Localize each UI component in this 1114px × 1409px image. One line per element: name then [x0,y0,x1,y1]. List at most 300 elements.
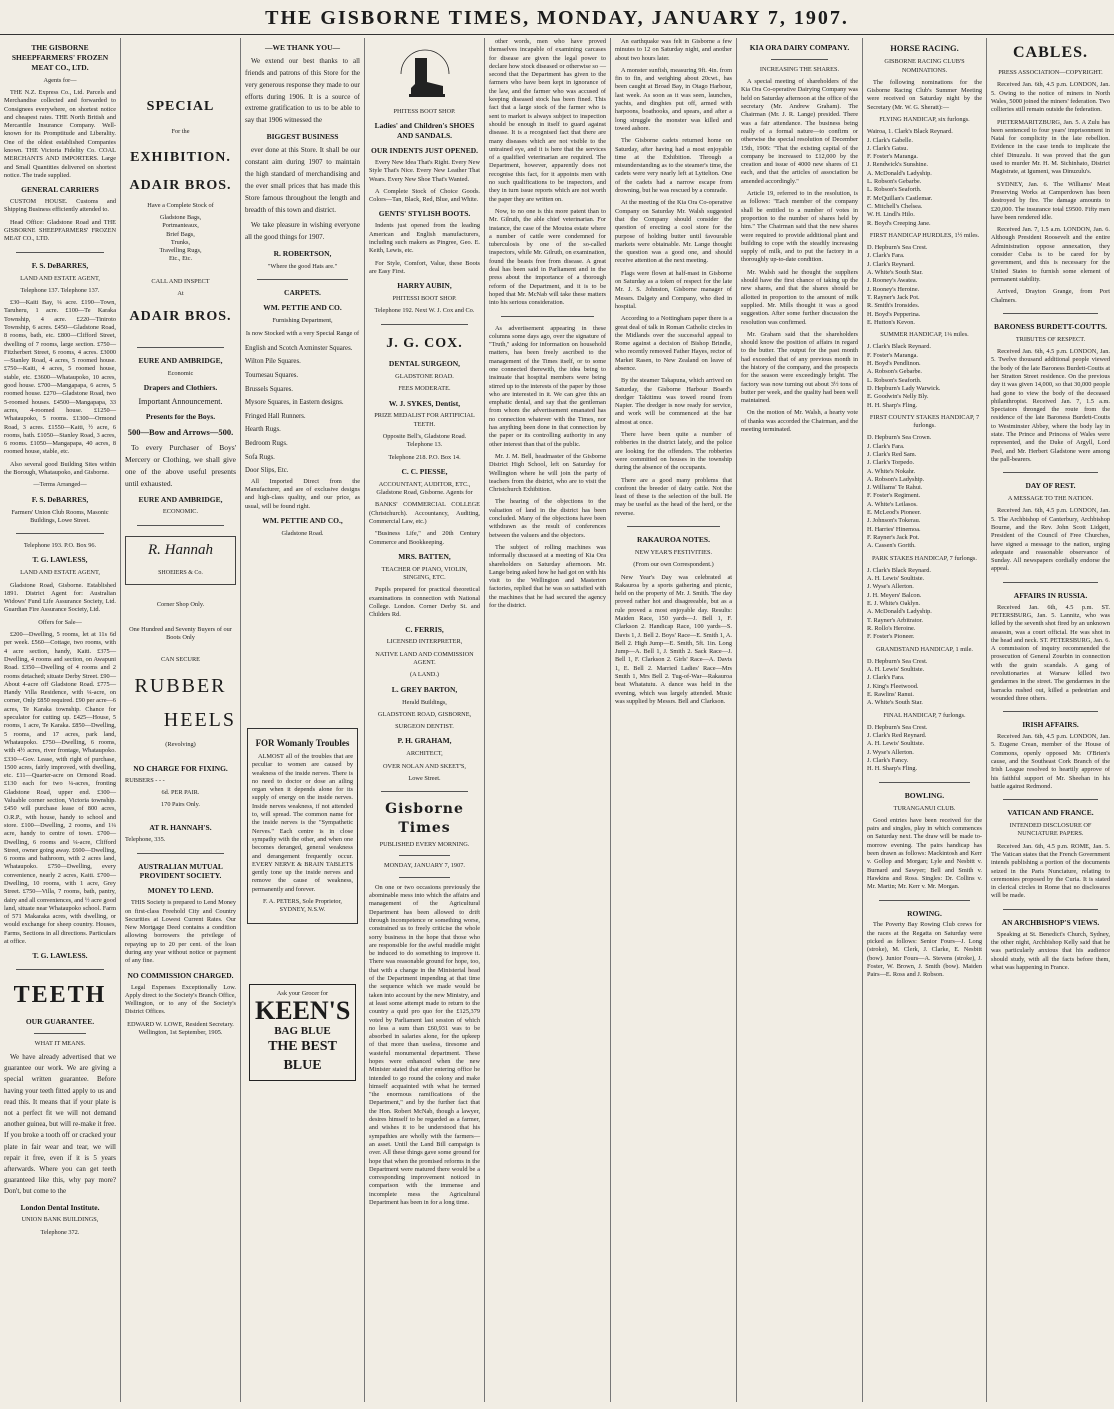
divider [137,347,224,348]
nomination-entry: J. Clark's Reynard. [867,260,915,268]
sykes-prize: PRIZE MEDALIST FOR ARTIFICIAL TEETH. [374,412,475,428]
corner-shop: Corner Shop Only. [156,601,205,609]
institute-telephone: Telephone 372. [40,1228,80,1236]
nomination-entry: J. Clark's Torpedo. [867,459,915,467]
hannah-logo [125,536,236,586]
article-text-2: Now, to no one is this more patent than to Mr. Gilruth, the able chief veterinarian. For instance, the case of the Moutoa estate where a number of cattle were condemned for tuberculosis by one of the so-called inspectors, while Mr. Gilruth, on examination, found the beasts free from disease. A great deal has been said in Parliament and in the press about the importance of a thorough reform of the Department, and it is to be hoped that Mr. McNab will take these matters into his serious consideration. [489,207,606,307]
mr-bell-text: Mr. J. M. Bell, headmaster of the Gisborne District High School, left on Saturday for Wellington where he will join the party of teachers from the district, who are to visit the Christchurch Exhibition. [489,452,606,494]
aubin-name: HARRY AUBIN, [397,281,452,291]
ferris-late: (A LAND.) [409,671,440,679]
nomination-entry: J. Clark's Gatsu. [867,144,909,152]
head-office-text: Head Office: Gladstone Road and THE GISBORNE SHEEPFARMERS' FROZEN MEAT CO., LTD. [4,218,116,243]
divider [137,525,224,526]
kia-ora-text-5: On the motion of Mr. Walsh, a hearty vote of thanks was accorded the Chairman, and the meeting terminated. [741,409,858,434]
nomination-entry: R. Rollo's Heroine. [867,624,916,632]
divider [137,853,224,854]
nomination-entry: E. J. White's Oaklyn. [867,600,921,608]
divider [381,791,468,792]
carpet-item: Brussels Squares. [245,385,293,393]
nomination-entry: F. Foster's Maranga. [867,351,918,359]
nomination-entry: A. H. Lewis' Soultiste. [867,740,925,748]
carpet-item: English and Scotch Axminster Squares. [245,344,353,352]
subject-text: The subject of rolling machines was informally discussed at a meeting of Kia Ora shareholders on Saturday afternoon. Mr. Lange being asked how he had got on with his visit to the Wellington and Masterton factories, replied that he was so satisfied with the machines that he had secured the agency for the district. [489,543,606,609]
ferris-name: C. FERRIS, [405,624,444,634]
column-4 [364,38,484,1402]
can-secure: CAN SECURE [160,656,200,664]
debarres-listings: £30—Kaiti Bay, ¼ acre. £190—Town, Taruheru, 1 acre. £100—Te Karaka Township, 4 acre. £220—Tiniroto Township, 6 acres. £450—Gladstone Road, 8 rooms, bath, etc. £800—Clifford Street, dwelling of 7 rooms, large section. £750—Fitzherbert Street, 6 rooms, 4 acres. £3000—Stanley Road, 4 acres, 5 roomed house. £750—Kaiti, 4 acres, 5 roomed house, stable, etc. £3600—Whataupoko, 10 acres, good house. £700—Mangapapa, 6 acres, 5 roomed house. £270—Gladstone Road, two 5-roomed houses. £4500—Mangapapa, 33 acres, 4-roomed house. £1250—Whataupoko, 5 rooms. £1300—Ormond Road, 3 acres. £1550—Kaiti, ½ acre, 6 rooms, bath. £1050—Stanley Road, 3 acres, 6 rooms. £1050—Mangapapa, 40 acres, 8 roomed house, stable, etc. [4,299,116,456]
lawless-listings: £200—Dwelling, 5 rooms, let at 11s 6d per week. £560—Cottage, two rooms, with 4 acre section, handy, Kaiti. £375—Dwelling, 4 rooms and section, on Awapuni Road. £350—Dwelling of 4 rooms and 2 rooms detached; situate Derby Street. £90—About 4-acre off Gladstone Road. £775—Handy Villa Residence, with ¼-acre, on corner, Only £850 required. £90 per acre—6 acres, Te Karaka township. Chance for speculator for cutting up. £425—House, 5 rooms, 1 acre, Te Karaka. £850—Dwelling, 5 rooms, and 17 acres, park land, Whataupoko. £750—Dwelling, 6 rooms, with 4½ acres, river frontage, Whataupoko. £330—Gov. Lease, with right of purchase, 1500 acres, fairly improved, with dwelling, etc. £11—Quarter-acre on Ormond Road. £130 each for two ¼-acres, fronting Gladstone Road, upper end. £300—Valuable corner section, Victoria township. £450 will purchase lease of 800 acres, O.R.P., with house, handy to school and store. £100—Dwelling, 2 rooms, and 1¼ acre, handy to centre of town. £700—Dwelling, 6 rooms and ¼-acre, Clifford Street, owner going away. £600—Dwelling, 6 rooms and bathroom, with 2 acres land, Whataupoko. £750—Dwelling, every convenience, nearly 2 acres, Kaiti. £700—Dwelling, 10 rooms, with 1 acre, Grey Street. £750—Villa, 7 rooms, bath, pantry, dairy and all conveniences, and ½ acre good land, situate near Whataupoko school. Farm of 571 Makaraka acres, with dwelling, or would exchange for sheep country. Houses, Farms, Sections in all directions. Particulars at office. [4,631,117,946]
carpet-item: Fringed Hall Runners. [245,412,306,420]
bowling-text: Good entries have been received for the pairs and singles, play in which commences on Saturday next. The draw will be made to-morrow evening. The pairs handicap has been drawn as follows: Mackintosh and Kerr v. Gollop and Morgan; Lyle and Nesbitt v. Burnard and Sawyer; Bell and Smith v. Hawkins and Ross. Singles: Dr. Collins v. Mr. Martin; Mr. Kerr v. Mr. Morgan. [867,816,982,891]
nomination-entry: A. McDonald's Ladyship. [867,608,932,616]
published-every-morning: PUBLISHED EVERY MORNING. [379,841,470,849]
horse-intro: The following nominations for the Gisborne Racing Club's Summer Meeting were received on Saturday night by the Secretary (Mr. W. G. Sheratt):— [867,78,982,111]
kia-ora-text-4: Mr. Graham said that the shareholders should know the position of affairs in regard to the butter. The output for the past month had exceeded that of any previous month in the history of the company, and the prospects for the season were exceedingly bright. The factory was now turning out about 3½ tons of butter per week, and the quality had been well maintained. [741,330,858,405]
earthquake-text: An earthquake was felt in Gisborne a few minutes to 12 on Saturday night, and another about two hours later. [615,38,732,62]
divider [1003,313,1098,314]
pettie-name: WM. PETTIE AND CO. [263,303,342,313]
at-hannahs: AT R. HANNAH'S. [149,823,212,833]
nomination-entry: J. Rendwick's Sunshine. [867,161,928,169]
carpet-list [245,342,360,478]
divider [257,279,348,280]
russia-text: Received Jan. 6th, 4.5 p.m. ST. PETERSBURG, Jan. 5. Lannitz, who was killed by the seventh shot fired by an unknown assassin, was a court official. He was shot in the head and neck. ST. PETERSBURG, Jan. 6. A commission of inquiry recommended the prosecution of General Zourbin in connection with the grain scandals. A gang of revolutionaries at Warsaw killed two gendarmes in the street. The gendarmes in the barracks rushed out, killed a pedestrian and wounded three others. [991,603,1110,702]
stock-intro: Have a Complete Stock of [147,201,214,209]
at: At [177,290,184,298]
rakauroa-text: New Year's Day was celebrated at Rakauroa by a sports gathering and picnic, held on the property of Mr. J. Smith. The day proved rather hot and disagreeable, but as a rule proved a most enjoyable day. Results: Maiden Race, 150 yards—J. Bell 1, F. Clarkson 2. Handicap Race, 100 yards—S. Davis 1, J. Bell 2. Boys' Race—E. Smith 1, A. Bell 2. High Jump—E. Smith, 5ft. 1in. Long Jump—A. Bell 1, J. Smith 2. Sack Race—J. Bell 1, F. Clarkson 2. Girls' Race—A. Davis 1, E. Bell 2. Married Ladies' Race—Mrs Smith 1, Mrs Bell 2. Tug-of-War—Rakauroa beat Whatatutu. A dance was held in the evening, which was largely attended. Music was supplied by Messrs. Bell and Clarkson. [615,573,732,705]
grandstand-list [867,658,982,708]
boot-icon [393,44,457,104]
the-best-blue: THE BEST BLUE [268,1039,337,1073]
carpet-item: Sofa Rugs. [245,453,275,461]
keens-ad [249,984,356,1082]
hearing-text: The hearing of the objections to the valuation of land in the district has been concluded. Many of the objections have been withdrawn as the result of conferences between the valuers and the objectors. [489,498,606,539]
pairs-only: 170 Pairs Only. [161,801,200,809]
aubin-telephone: Telephone 192. Next W. J. Cox and Co. [374,307,475,315]
boot-caption: PHITESS BOOT SHOP. [393,108,456,115]
flying-handicap: FLYING HANDICAP, six furlongs. [879,116,970,123]
message-to-nation: A MESSAGE TO THE NATION. [1007,495,1094,503]
nomination-entry: D. Hepburn's Lady Warwick. [867,384,941,392]
divider [16,969,104,970]
nomination-entry: H. Boyd's Pepperina. [867,310,921,318]
first-county-stakes: FIRST COUNTY STAKES HANDICAP, 7 furlongs. [869,413,980,430]
hannah-telephone: Telephone, 335. [125,836,166,844]
rowing-text: The Poverty Bay Rowing Club crews for the races at the Regatta on Saturday were picked as follows: Senior Fours—J. Long (stroke), M. Clerk, J. Clarke, E. Nesbitt (bow). Junior Fours—A. Stevens (stroke), J. Foster, W. Brown, J. Smith (bow). Maiden Pairs—E. Ross and J. Robson. [867,921,982,979]
nomination-entry: F. Foster's Pioneer. [867,633,915,641]
bowling-heading: BOWLING. [904,790,945,800]
nomination-entry: E. Hutton's Kevon. [867,318,916,326]
burdett-heading: BARONESS BURDETT-COUTTS. [993,321,1108,331]
first-class-list [867,434,982,550]
rowing-heading: ROWING. [907,908,942,918]
lawless-address: Gladstone Road, Gisborne. Established 1891. District Agent for: Australian Widows' Fund Life Assurance Society, Ltd. Guardian Fire Assurance Society, Ltd. [4,581,116,614]
carpet-item: Tournesau Squares. [245,372,299,379]
rubbers-label: RUBBERS - - - [125,776,165,784]
debarres-name: F. S. DeBARRES, [31,260,89,270]
herald-address: GLADSTONE ROAD, GISBORNE, [377,710,472,718]
takapuna-text: By the steamer Takapuna, which arrived on Saturday, the Gisborne Harbour Board's dredger Takitimu was towed round from Napier. The dredger is now ready for service, and work will be commenced at the bar almost at once. [615,377,732,426]
revolving: (Revolving) [165,741,196,749]
important: Important Announcement. [138,396,223,406]
lawless-phone: Telephone 193. P.O. Box 96. [23,542,97,550]
nomination-entry: J. Clark's Fancy. [867,757,909,765]
nomination-entry: A. Robson's Ladyship. [867,475,925,483]
nomination-entry: J. Clark's Fara. [867,674,905,682]
cox-address: GLADSTONE ROAD. [395,372,454,380]
carriers-heading: GENERAL CARRIERS [21,185,99,195]
vatican-heading: VATICAN AND FRANCE. [1007,808,1094,818]
final-handicap: FINAL HANDICAP, 7 furlongs. [883,711,966,719]
teeth-means: WHAT IT MEANS. [34,1039,86,1047]
now-stocked: Is now Stocked with a very Special Range of [245,329,360,337]
sheepfarmers-title: THE GISBORNE SHEEPFARMERS' FROZEN MEAT CO., LTD. [11,43,109,72]
lawless-offers: Offers for Sale— [38,618,82,626]
eure-ambridge: EURE AND AMBRIDGE, [138,355,223,365]
adair-bros-heading: ADAIR BROS. [129,178,232,194]
column-8 [862,38,986,1402]
nomination-entry: W. H. Lindl's Hilo. [867,211,915,219]
economic: Economic [167,369,194,377]
russia-heading: AFFAIRS IN RUSSIA. [1013,590,1088,600]
nomination-entry: J. Clark's Black Reynard. [867,566,931,574]
drapers: Drapers and Clothiers. [143,383,218,393]
nomination-entry: L. Robson's Gebarbe. [867,178,922,186]
stock-item: Etc., Etc. [168,255,193,263]
herald-buildings: Herald Buildings, [402,698,447,706]
womanly-agent: F. A. PETERS, Sole Proprietor, SYDNEY, N.S.W. [262,898,342,914]
fees-moderate: FEES MODERATE. [398,385,451,393]
nomination-entry: R. Smith's Ironsides. [867,302,920,310]
exhibition-heading: EXHIBITION. [130,149,231,165]
nomination-entry: J. Rooney's Awatea. [867,277,918,285]
nomination-entry: A. Robson's Gebarbe. [867,368,922,376]
ferris-licensed: LICENSED INTERPRETER, [386,638,463,646]
pleasure-text: We take pleasure in wishing everyone all the good things for 1907. [245,221,360,242]
nomination-entry: J. Wyse's Allerton. [867,583,914,591]
nomination-entry: H. Harries' Hinemoa. [867,525,921,533]
column-5 [484,38,610,1402]
indents-opened: OUR INDENTS JUST OPENED. [371,146,478,156]
vatican-text: Received Jan. 6th, 4.5 p.m. ROME, Jan. 5. The Vatican states that the French Government intends publishing a portion of the documents seized in the Paris Nunciature, relating to ceremonies proposed by the Curia. It is stated in clerical circles in Rome that no disclosures will be made. [991,842,1110,900]
nomination-entry: J. Wyse's Allerton. [867,748,914,756]
hannah-sub: SHOEIERS & Co. [158,569,203,576]
call-inspect: CALL AND INSPECT [151,277,210,285]
amp-title: AUSTRALIAN MUTUAL PROVIDENT SOCIETY. [138,861,223,881]
purchasers-text: To every Purchaser of Boys' Mercery or Clothing, we shall give one of the above useful presents until exhausted. [125,442,236,488]
masthead-title: THE GISBORNE TIMES, MONDAY, JANUARY 7, 1907. [265,7,849,29]
horse-racing-heading: HORSE RACING. [890,43,959,53]
lawless-name: T. G. LAWLESS, [32,555,88,565]
customs-text: CUSTOM HOUSE. Customs and Shipping Business efficiently attended to. [4,198,116,214]
stock-item: Gladstone Bags, [159,214,202,221]
graham-architect: ARCHITECT, [406,750,443,758]
nomination-entry: F. Foster's Regiment. [867,492,921,500]
nomination-entry: D. Hepburn's Sea Crest. [867,723,928,731]
carpet-item: Hearth Rugs. [245,426,281,434]
adair-bros-heading-2: ADAIR BROS. [129,309,232,325]
thank-text-2: ever done at this Store. It shall be our constant aim during 1907 to maintain the high standard of merchandising and the ever small prices that has made this Store famous throughout the length and breadth of this town and district. [245,146,360,214]
kia-ora-text-1: A special meeting of shareholders of the Kia Ora Co-operative Dairying Company was held on Saturday afternoon at the office of the secretary (Mr. Andrew Graham). The Chairman (Mr. J. R. Lange) presided. There was a fair attendance. The business being really of a formal nature—to confirm or otherwise the special resolution of December 15th, 1906: "That the existing capital of the company be increased to £12,000 by the creation and issue of 4000 new shares of £1 each, and that the articles of association be amended accordingly." [741,78,858,185]
editorial-date: MONDAY, JANUARY 7, 1907. [384,862,465,870]
column-6 [610,38,736,1402]
nomination-entry: J. Clark's Fara. [867,442,905,450]
amp-text: THIS Society is prepared to Lend Money on first-class Freehold City and Country Securities at Lowest Current Rates. Our New Mortgage Deed contains a condition allowing borrowers the privilege of repaying up to 20 per cent. of the loan during any year without notice or payment of any fine. [125,899,236,965]
banks-college: BANKS' COMMERCIAL COLLEGE (Christchurch). Accountancy, Auditing, Commercial Law, etc.) [369,501,480,526]
amp-sign: EDWARD W. LOWE, Resident Secretary. Wellington, 1st September, 1905. [127,1020,234,1037]
nomination-entry: J. Johnson's Tokerau. [867,517,921,525]
stock-item: Travelling Rugs, [159,247,202,255]
pettie-address: Gladstone Road. [281,529,324,537]
divider [501,316,594,317]
divider [771,59,828,60]
divider [34,1033,86,1034]
kia-ora-text-3: Mr. Walsh said he thought the suppliers should have the first chance of taking up the new shares, and that the shares should be allotted in proportion to the amount of milk supplied. Mr. Mills thought it was a good suggestion. After some further discussion the resolution was confirmed. [741,268,858,326]
dental-surgeon: DENTAL SURGEON, [388,359,461,369]
article-text-1: other words, men who have proved themselves incapable of examining carcases for disease are given the legal power to declare how stock diseased or otherwise so — second that the Department has given to the farmers who have been kept in ignorance of the law, and the farmer who was accused of keeping diseased stock has been fined. This fact that a large stock of the farmer who is sent to market is always subject to inspection should be enough in itself to guard against disease. It is a recognised fact that there are many diseases which are not visible to the untrained eye, and it is here that the services of a qualified veterinarian are required. The Department, however, apparently does not recognise this fact, for it appoints men with no such qualifications to be inspectors, and they in turn issue reports which are not worth the paper they are written on. [489,38,606,203]
indents-text: Indents just opened from the leading American and English manufacturers, including such makers as Pingree, Geo. E. Keith, Lewis, etc. [369,222,480,255]
increasing-shares: INCREASING THE SHARES. [759,65,840,73]
nomination-entry: J. H. Meyers' Balcon. [867,591,922,599]
first-list [867,244,982,327]
summer-handicap: SUMMER HANDICAP, 1¼ miles. [880,331,969,339]
keens-asker: Ask your Grocer for [276,989,329,997]
nottingham-text: According to a Nottingham paper there is a great deal of talk in Roman Catholic circles in the Midlands over the successful appeal to Rome against a decision of Bishop Brindle, who recently removed Father Hayes, rector of Market Rasen, to New Zealand on leave of absence. [615,315,732,372]
debarres-terms: —Terms Arranged— [33,481,87,489]
flags-text: Flags were flown at half-mast in Gisborne on Saturday as a token of respect for the late Mr. J. S. Johnston, Gisborne manager of Messrs. Dalgety and Company, who died in hospital. [615,269,732,310]
nomination-entry: J. Clark's Red Reynard. [867,732,927,740]
divider [381,324,468,325]
robertson-name: R. ROBERTSON, [273,249,332,259]
lawless-sign: T. G. LAWLESS. [32,951,88,961]
column-1 [0,38,120,1402]
nomination-entry: T. Rayner's Jack Pot. [867,293,920,301]
nomination-entry: R. Boyd's Creeping Jane. [867,219,931,227]
teeth-guarantee: OUR GUARANTEE. [25,1016,95,1026]
divider [399,877,450,878]
nomination-entry: D. Hepburn's Sea Crest. [867,244,928,252]
debarres-office: Farmers' Union Club Rooms, Masonic Buildings, Lowe Street. [11,508,109,524]
column-7 [736,38,862,1402]
debarres-name-2: F. S. DeBARRES, [31,494,89,504]
graham-name: P. H. GRAHAM, [397,736,452,746]
debarres-also: Also several good Building Sites within the Borough, Whataupoko, and Gisborne. [4,460,116,477]
message-text: Received Jan. 6th, 4.5 p.m. LONDON, Jan. 5. The Archbishop of Canterbury, Archbishop Bourne, and the Rev. John Scott Lidgett, President of the Council of Free Churches, have signed a message to the nation, urging adequate and reasonable observance of Sunday. All newspapers cordially endorse the appeal. [991,507,1110,573]
new-year-festivities: NEW YEAR'S FESTIVITIES. [634,548,713,556]
womanly-heading: FOR Womanly Troubles [255,738,350,749]
nomination-entry: H. H. Sharp's Fling. [867,401,918,409]
batten-name: MRS. BATTEN, [398,551,451,561]
womanly-troubles-ad [247,728,358,924]
cable-5: Arrived, Drayton Grange, from Port Chalmers. [991,288,1110,304]
surgeon-dentist: SURGEON DENTIST. [395,723,454,731]
agents-text: THE N.Z. Express Co., Ltd. Parcels and Merchandise collected and forwarded to Consignees everywhere, on shortest notice and cheapest rates. THE North British and Mercantile Insurance Company. Well-known for its Promptitude and Liberality. One of the oldest established Companies known. THE Victoria Fidelity Co. COAL MERCHANTS AND IMPORTERS. Large and Small Quantities delivered on shortest notice. The trade supplied. [4,88,116,179]
nomination-entry: L. Robson's Seaforth. [867,186,922,194]
nomination-entry: D. Hepburn's Sea Crest. [867,657,928,665]
biggest-business: BIGGEST BUSINESS [266,132,339,142]
nomination-entry: F. Rayner's Jack Pot. [867,533,920,541]
nomination-entry: A. White's South Star. [867,269,923,277]
nunciature-heading: INTENDED DISCLOSURE OF NUNCIATURE PAPERS. [1009,822,1092,838]
cable-3: SYDNEY, Jan. 6. The Williams' Meat Preserving Works at Camperdown has been destroyed by fire. The damage amounts to £20,000. The insurance total £9500. Fifty men have been rendered idle. [991,180,1110,221]
kia-ora-text-2: Article 19, referred to in the resolution, is as follows: "Each member of the company shall be entitled to a number of votes in proportion to the number of shares held by him." The Chairman said that the new shares were required to provide additional plant and building to cope with the steadily increasing supply of milk, and to put the factory in a thoroughly up-to-date condition. [741,190,858,264]
carpet-item: Bedroom Rugs. [245,439,288,447]
archbishop-text: Speaking at St. Benedict's Church, Sydney, the other night, Archbishop Kelly said that he was particularly anxious that his audience should study, with all the facts before them, what was happening in France. [991,930,1110,971]
divider [16,252,104,253]
nomination-entry: A. White's Nokahr. [867,467,916,475]
nomination-entry: J. King's Fleetwood. [867,682,919,690]
sykes-address: Opposite Bell's, Gladstone Road. Telephone 13. [382,433,467,449]
first-hurdles: FIRST HANDICAP HURDLES, 1½ miles. [869,231,980,239]
nomination-entry: C. Mitchell's Chelsea. [867,202,923,210]
furnishing-dept: Furnishing Department, [272,317,333,325]
nomination-entry: J. Clark's Black Reynard. [867,343,931,351]
nomination-entry: A. H. Lewis' Soultiste. [867,666,925,674]
amp-text-2: Legal Expenses Exceptionally Low. Apply direct to the Society's Branch Office, Wellington, or to any of the Society's District Offices. [125,983,236,1016]
union-bank-buildings: UNION BANK BUILDINGS, [21,1216,99,1224]
ladies-shoes: Ladies' and Children's SHOES AND SANDALS. [374,121,475,141]
rubber-heading: RUBBER [134,674,227,697]
cox-name: J. G. COX. [386,335,463,351]
bow-arrows: 500—Bow and Arrows—500. [127,427,234,438]
ferris-native: NATIVE LAND AND COMMISSION AGENT. [375,650,474,667]
carpet-item: Wilton Pile Squares. [245,358,301,366]
gisborne-times-nameplate: Gisborne Times [385,801,464,836]
own-correspondent: (From our own Correspondent.) [633,561,714,569]
stock-item: Brief Bags, [166,230,195,238]
summer-list [867,343,982,409]
cable-1: Received Jan. 6th, 4.5 p.m. LONDON, Jan. 5. Owing to the notice of miners in North Wales, 5000 joined the miners' federation. Two collieries still remain outside the federation. [991,81,1110,114]
nomination-entry: H. H. Sharp's Fling. [867,765,918,773]
nomination-entry: D. Hepburn's Sea Crown. [867,434,932,442]
nomination-entry: A. Cassen's Gorith. [867,542,916,550]
irish-text: Received Jan. 6th, 4.5 p.m. LONDON, Jan. 5. Eugene Crean, member of the House of Commons, openly opposed Mr. O'Brien's cause, and the Southeast Cork Branch of the Irish League resolved to heartily approve of his faithful support of Mr. Sheehan in his battle against Redmond. [991,733,1110,790]
womanly-text: ALMOST all of the troubles that are peculiar to women are caused by weakness of the inside nerves. There is no need to doctor or dose an ailing organ when it depends alone for its supply of energy on the inside nerves. Inside nerves weakness, if not attended to, will spread. The common name for the inside nerves is the "Sympathetic Nerves." Each centre is in close sympathy with the other, and when one becomes deranged, general weakness and derangement frequently occur. EVERY NERVE & BRAIN TABLETS gently tone up the inside nerves and remove the cause of weakness, permanently and forever. [252,753,353,893]
money-to-lend: MONEY TO LEND. [147,886,214,896]
flying-list [867,128,982,228]
carpet-item: Door Slips, Etc. [245,467,289,475]
sykes-name: W. J. SYKES, Dentist, [388,398,461,408]
presents: Presents for the Boys. [145,412,216,422]
day-of-rest: DAY OF REST. [1025,481,1076,491]
economic-2: ECONOMIC. [162,508,199,516]
cables-heading: CABLES. [1012,44,1089,61]
tributes-heading: TRIBUTES OF RESPECT. [1015,335,1086,343]
cable-2: PIETERMARITZBURG, Jan. 5. A Zulu has been sentenced to four years' imprisonment in Natal for complicity in the late rebellion. Evidence in the case tends to implicate the chief Dinuzulu. It was proved that the gun used to murder Mr. H. M. Sichinhato, District Magistrate, at Igumeni, was Dinuzulu's. [991,118,1110,176]
barton-name: L. GREY BARTON, [391,684,458,694]
nomination-entry: A. White's Leilasos. [867,500,918,508]
special-heading: SPECIAL [146,99,215,114]
nomination-entry: E. McLeod's Pioneer. [867,509,921,517]
thank-text: We extend our best thanks to all friends and patrons of this Store for the very generous response they made to our efforts during 1906. It is a source of extreme gratification to us to be able to say that 1906 witnessed the [245,56,360,125]
racing-club-heading: GISBORNE RACING CLUB'S NOMINATIONS. [884,58,965,74]
piesse-name: C. C. PIESSE, [401,466,448,476]
debarres-phones: Telephone 137. Telephone 137. [20,286,100,294]
rakauroa-notes: RAKAUROA NOTES. [637,535,710,545]
nomination-entry: F. Foster's Maranga. [867,153,918,161]
nomination-entry: J. Williams' Te Rahui. [867,484,923,492]
stock-list [125,214,236,264]
no-commission: NO COMMISSION CHARGED. [127,970,234,980]
teeth-title: TEETH [13,982,107,1009]
nomination-entry: J. Clark's Red Sam. [867,450,917,458]
divider [1003,582,1098,583]
cadets-text: The Gisborne cadets returned home on Saturday, after having had a most enjoyable time at the Exhibition. Through a misunderstanding as to the steamer's time, the cadets were very nearly left at Lyttelton. One of the cadets had a narrow escape from drowning, but he was rescued by a comrade. [615,137,732,195]
park-list [867,567,982,642]
nomination-entry: J. Rooney's Heroine. [867,285,920,293]
kia-ora-meeting-text: At the meeting of the Kia Ora Co-operative Company on Saturday Mr. Walsh suggested that the Company should consider the question of erecting a cool store for the purpose of holding butter until favourable markets were obtainable. Mr. Lange thought the question was a good one, and should receive attention at the next meeting. [615,199,732,265]
divider [1003,799,1098,800]
hannah-name: R. Hannah [148,541,213,558]
keens-name: KEEN'S [255,995,351,1025]
final-list [867,724,982,774]
thank-you-heading: —WE THANK YOU— [264,43,340,52]
press-association: PRESS ASSOCIATION—COPYRIGHT. [998,69,1103,77]
nomination-entry: A. H. Lewis' Soultiste. [867,575,925,583]
stock-item: Trunks, [170,238,191,246]
nomination-entry: J. Clark's Fara. [867,252,905,260]
column-2 [120,38,240,1402]
nomination-entry: L. Robson's Seaforth. [867,376,922,384]
style-text: For Style, Comfort, Value, these Boots are Easy First. [369,259,480,275]
masthead [0,0,1114,35]
divider [627,526,720,527]
divider [399,855,450,856]
per-pair: 6d. PER PAIR. [161,788,200,796]
nomination-entry: E. Rawlins' Ranui. [867,691,914,698]
nomination-entry: A. White's South Star. [867,699,923,707]
debarres-role: LAND AND ESTATE AGENT, [20,274,100,282]
stock-item: Portmanteaux, [162,222,199,230]
park-stakes: PARK STAKES HANDICAP, 7 furlongs. [872,554,977,562]
nomination-entry: H. Boyd's Pendlinon. [867,360,921,368]
divider [1003,472,1098,473]
gents-boots: GENTS' STYLISH BOOTS. [378,209,471,219]
imported-text: All Imported Direct from the Manufacturer, and are of exclusive designs and high-class quality, and our price, as usual, will be found right. [245,477,360,510]
no-charge: NO CHARGE FOR FIXING. [133,763,228,773]
irish-heading: IRISH AFFAIRS. [1022,720,1079,730]
nomination-entry: T. Rayner's Arbitrator. [867,616,923,624]
divider [1003,711,1098,712]
london-dental-institute: London Dental Institute. [20,1202,100,1212]
nomination-entry: E. Goodwin's Nelly Bly. [867,393,929,401]
lawless-role: LAND AND ESTATE AGENT, [20,569,100,577]
for-the: For the [171,128,190,136]
column-3 [240,38,364,1402]
column-9 [986,38,1114,1402]
sykes-telephone: Telephone 218. P.O. Box 14. [388,453,461,461]
new-idea-text: Every New Idea That's Right. Every New Style That's Nice. Every New Leather That Wears. Every New Shoe That's Wanted. [369,158,480,183]
eure-ambridge-2: EURE AND AMBRIDGE, [138,494,223,504]
divider [1003,909,1098,910]
boots-buyers: One Hundred and Seventy Buyers of our Boots Only [129,625,232,641]
batten-teacher: TEACHER OF PIANO, VIOLIN, SINGING, ETC. [381,565,468,582]
teeth-text: We have already advertised that we guarantee our work. We are giving a special written guarantee. Before having your teeth fitted apply to us and read this. It means that if your plate is not a perfect fit we will not demand another guinea, but will re-make it free. If you broke a tooth off or cracked your plate in fair wear and tear, we will repair it free, even if it is 5 years afterwards. Where you can get teeth guaranteed like this, why pay more? Don't, but come to the [4,1053,116,1196]
piesse-role: ACCOUNTANT, AUDITOR, ETC., Gladstone Road, Gisborne. Agents for [376,480,473,497]
article-text-3: As advertisement appearing in these columns some days ago, over the signature of "Truth," asking for information on household matters, has been freely ascribed to the management of the Times itself, or to some one connected therewith, the idea being to insinuate that hospital members were being stirred up to the interests of the paper by those who are interested in it. We can give this an emphatic denial, and say that the gentleman from whom the advertisement emanated has no connection whatever with the Times, nor has anything been done in that connection by the paper or its controlling authority in any other interest than that of the public. [489,324,606,448]
turanganui-club: TURANGANUI CLUB. [893,804,956,812]
dairy-cattle-text: There are a good many problems that confront the breeder of dairy cattle. Not the least of these is the selection of the bull. He may be useful as the head of the herd, or the reverse. [615,476,732,517]
nomination-entry: F. McQuillan's Castlemar. [867,194,933,202]
agents-for: Agents for— [43,76,77,84]
nomination-entry: J. Clark's Gabelle. [867,136,913,144]
graham-over: OVER NOLAN AND SKEET'S, [383,762,466,770]
archbishop-heading: AN ARCHBISHOP'S VIEWS. [1001,917,1100,927]
good-hats: "Where the good Hats are." [267,263,338,271]
divider [879,782,970,783]
cable-4: Received Jan. 7, 1.5 a.m. LONDON, Jan. 6. Although President Roosevelt and the entire Administration oppose annexation, they consider Cuba is to be cared for by government, and this is necessary for the United States to furnish some element of permanent stability. [991,226,1110,283]
sunfish-text: A monster sunfish, measuring 9ft. 4in. from fin to fin, and weighing about 20cwt., has been caught at Broad Bay, in Otago Harbour, last week. As soon as it was seen, launches, yachts, and dinghies put off, armed with harpoons, boathooks, and spears, and after a long struggle the monster was killed and towed ashore. [615,66,732,132]
